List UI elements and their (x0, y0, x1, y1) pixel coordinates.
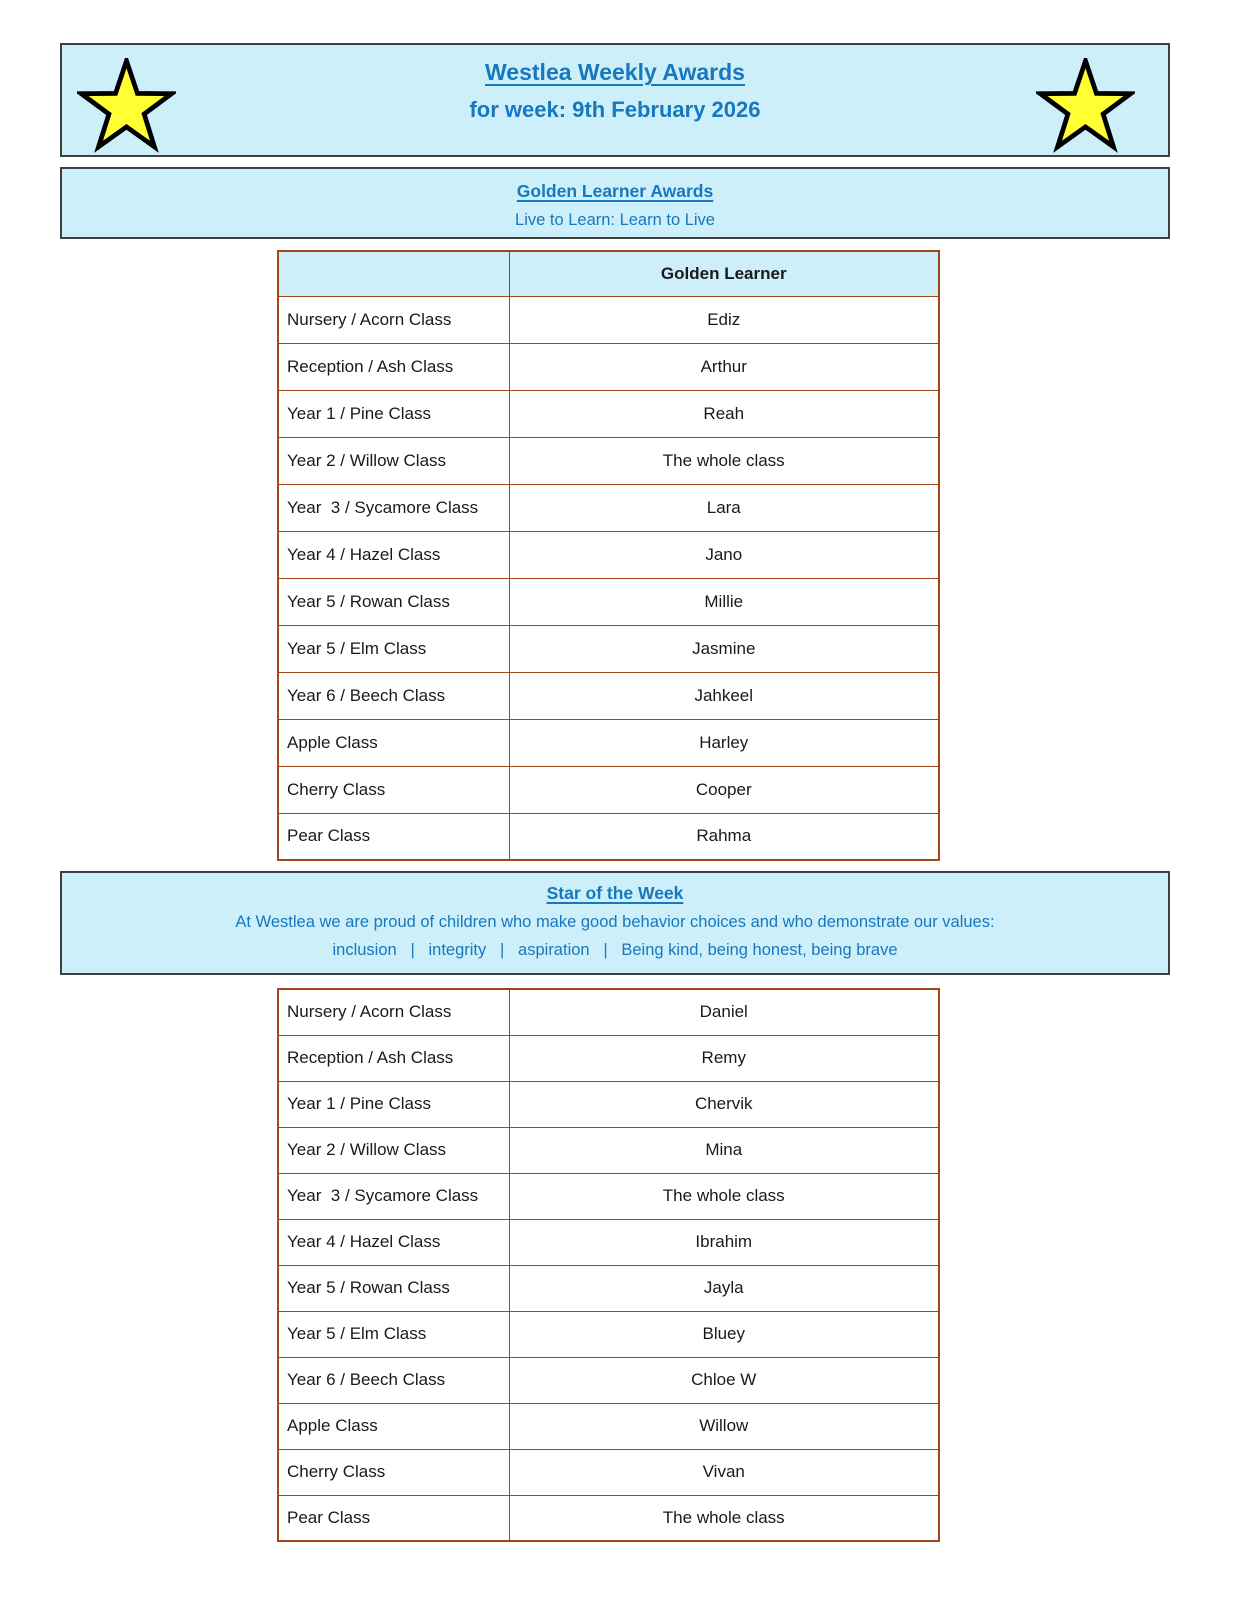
table-row (278, 1357, 939, 1403)
table-row (278, 437, 939, 484)
table-row (278, 1265, 939, 1311)
golden-banner-title: Golden Learner Awards (516, 181, 714, 201)
star-banner-title: Star of the Week (546, 883, 684, 903)
winner-name-cell: Lara (509, 484, 939, 531)
star-icon-left (77, 58, 176, 153)
winner-name-cell: Remy (509, 1035, 939, 1081)
class-label-cell: Year 6 / Beech Class (278, 672, 509, 719)
class-label-cell: Year 4 / Hazel Class (278, 1219, 509, 1265)
class-label-cell: Nursery / Acorn Class (278, 296, 509, 343)
golden-table-header-row (278, 251, 939, 296)
winner-name-cell: Jahkeel (509, 672, 939, 719)
class-label-cell: Year 1 / Pine Class (278, 1081, 509, 1127)
golden-learner-banner (60, 167, 1170, 239)
class-label-cell: Reception / Ash Class (278, 343, 509, 390)
table-row (278, 1035, 939, 1081)
class-label-cell: Pear Class (278, 813, 509, 860)
winner-name-cell: Arthur (509, 343, 939, 390)
class-label-cell: Pear Class (278, 1495, 509, 1541)
table-row (278, 672, 939, 719)
table-row (278, 1127, 939, 1173)
winner-name-cell: Harley (509, 719, 939, 766)
table-row (278, 625, 939, 672)
star-banner-description: At Westlea we are proud of children who make good behavior choices and who demonstrate our values: (235, 913, 995, 931)
table-row (278, 1173, 939, 1219)
table-row (278, 390, 939, 437)
star-of-week-banner (60, 871, 1170, 975)
table-row (278, 296, 939, 343)
class-label-cell: Year 5 / Rowan Class (278, 578, 509, 625)
header-banner (60, 43, 1170, 157)
table-row (278, 531, 939, 578)
winner-name-cell: The whole class (509, 1173, 939, 1219)
golden-banner-motto: Live to Learn: Learn to Live (515, 211, 715, 229)
winner-name-cell: Mina (509, 1127, 939, 1173)
table-row (278, 719, 939, 766)
winner-name-cell: Bluey (509, 1311, 939, 1357)
page-title: Westlea Weekly Awards (485, 59, 745, 85)
winner-name-cell: Willow (509, 1403, 939, 1449)
table-row (278, 989, 939, 1035)
class-label-cell: Year 3 / Sycamore Class (278, 484, 509, 531)
class-label-cell: Year 5 / Elm Class (278, 625, 509, 672)
class-label-cell: Year 6 / Beech Class (278, 1357, 509, 1403)
week-subtitle: for week: 9th February 2026 (469, 97, 761, 122)
table-row (278, 343, 939, 390)
star-of-week-table (277, 988, 940, 1542)
table-row (278, 484, 939, 531)
winner-name-cell: Daniel (509, 989, 939, 1035)
class-label-cell: Year 2 / Willow Class (278, 1127, 509, 1173)
winner-name-cell: Jano (509, 531, 939, 578)
winner-name-cell: Rahma (509, 813, 939, 860)
class-label-cell: Year 3 / Sycamore Class (278, 1173, 509, 1219)
table-row (278, 578, 939, 625)
winner-name-cell: Vivan (509, 1449, 939, 1495)
winner-name-cell: Cooper (509, 766, 939, 813)
table-row (278, 1495, 939, 1541)
table-row (278, 1219, 939, 1265)
class-label-cell: Reception / Ash Class (278, 1035, 509, 1081)
star-banner-values: inclusion | integrity | aspiration | Being kind, being honest, being brave (332, 941, 898, 959)
star-icon-right (1036, 58, 1135, 153)
class-label-cell: Year 1 / Pine Class (278, 390, 509, 437)
winner-name-cell: Reah (509, 390, 939, 437)
table-row (278, 1081, 939, 1127)
class-label-cell: Year 5 / Elm Class (278, 1311, 509, 1357)
class-label-cell: Apple Class (278, 719, 509, 766)
winner-name-cell: The whole class (509, 437, 939, 484)
table-row (278, 766, 939, 813)
table-row (278, 1449, 939, 1495)
class-label-cell: Cherry Class (278, 1449, 509, 1495)
winner-name-cell: Chloe W (509, 1357, 939, 1403)
table-row (278, 1311, 939, 1357)
winner-name-cell: Millie (509, 578, 939, 625)
class-label-cell: Apple Class (278, 1403, 509, 1449)
class-label-cell: Year 5 / Rowan Class (278, 1265, 509, 1311)
table-row (278, 813, 939, 860)
golden-table-corner-cell (278, 251, 509, 296)
class-label-cell: Year 4 / Hazel Class (278, 531, 509, 578)
class-label-cell: Cherry Class (278, 766, 509, 813)
class-label-cell: Year 2 / Willow Class (278, 437, 509, 484)
winner-name-cell: The whole class (509, 1495, 939, 1541)
winner-name-cell: Jasmine (509, 625, 939, 672)
class-label-cell: Nursery / Acorn Class (278, 989, 509, 1035)
golden-learner-table (277, 250, 940, 861)
winner-name-cell: Ibrahim (509, 1219, 939, 1265)
table-row (278, 1403, 939, 1449)
winner-name-cell: Jayla (509, 1265, 939, 1311)
golden-table-header-cell: Golden Learner (509, 251, 939, 296)
winner-name-cell: Chervik (509, 1081, 939, 1127)
winner-name-cell: Ediz (509, 296, 939, 343)
